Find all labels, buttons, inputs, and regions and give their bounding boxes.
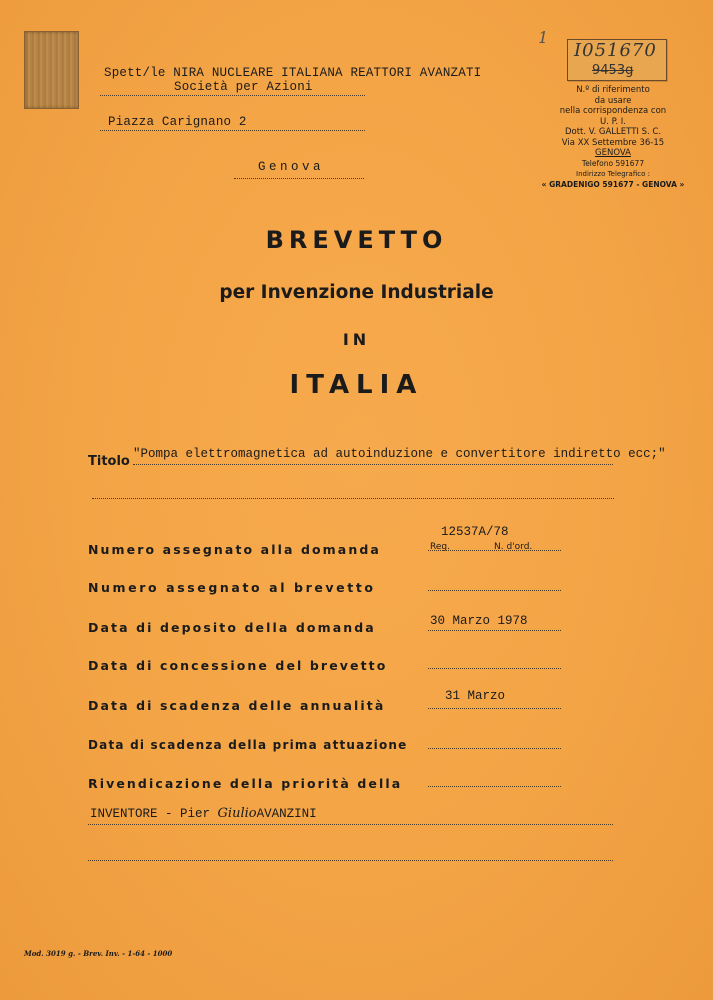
heading-title: BREVETTO bbox=[265, 226, 448, 254]
label-data-scadenza-annualita: Data di scadenza delle annualità bbox=[88, 698, 386, 713]
addressee-underline bbox=[100, 95, 365, 96]
titolo-value: "Pompa elettromagnetica ad autoinduzione e convertitore indiretto ecc;" bbox=[133, 447, 666, 461]
label-data-concessione: Data di concessione del brevetto bbox=[88, 658, 388, 673]
inventore-surname: AVANZINI bbox=[256, 807, 317, 821]
reference-box bbox=[538, 85, 688, 190]
label-data-deposito: Data di deposito della domanda bbox=[88, 620, 376, 635]
ref-line: nella corrispondenza con bbox=[559, 106, 667, 116]
ref-line: N.º di riferimento bbox=[576, 85, 650, 95]
value-data-deposito: 30 Marzo 1978 bbox=[430, 614, 528, 628]
heading-subtitle: per Invenzione Industriale bbox=[219, 282, 494, 303]
city-underline bbox=[234, 178, 364, 179]
ref-line: U. P. I. bbox=[599, 116, 627, 127]
titolo-underline-2 bbox=[92, 498, 614, 499]
inventore-handwritten-name: Giulio bbox=[217, 806, 257, 821]
underline-data-deposito bbox=[428, 630, 561, 631]
value-numero-domanda: 12537A/78 bbox=[441, 525, 509, 539]
label-rivendicazione: Rivendicazione della priorità della bbox=[88, 776, 403, 791]
ref-line: Dott. V. GALLETTI S. C. bbox=[564, 127, 662, 137]
addressee-line2: Società per Azioni bbox=[174, 80, 313, 94]
underline-data-scadenza-attuazione bbox=[428, 748, 561, 749]
crossed-number: 9453g bbox=[592, 63, 634, 78]
street-underline bbox=[100, 130, 365, 131]
ref-line: GENOVA bbox=[595, 148, 631, 158]
addressee-line1: Spett/le NIRA NUCLEARE ITALIANA REATTORI AVANZATI bbox=[104, 66, 482, 80]
label-data-scadenza-attuazione: Data di scadenza della prima attuazione bbox=[88, 738, 408, 752]
ref-line: Telefono 591677 bbox=[581, 158, 645, 168]
label-numero-brevetto: Numero assegnato al brevetto bbox=[88, 580, 376, 595]
inventore-prefix: INVENTORE - Pier bbox=[90, 807, 211, 821]
ref-line: Via XX Settembre 36-15 bbox=[561, 137, 665, 148]
value-data-scadenza-annualita: 31 Marzo bbox=[445, 689, 506, 703]
tape-strip bbox=[24, 31, 79, 109]
addressee-city: Genova bbox=[258, 160, 325, 174]
underline-data-concessione bbox=[428, 668, 561, 669]
ref-line: Indirizzo Telegrafico : bbox=[576, 170, 650, 178]
titolo-label: Titolo bbox=[88, 454, 130, 469]
label-reg: Reg. bbox=[430, 542, 450, 552]
addressee-street: Piazza Carignano 2 bbox=[108, 115, 247, 129]
stamp-number: I051670 bbox=[574, 40, 657, 61]
inventore-line bbox=[90, 806, 317, 821]
underline-numero-domanda bbox=[428, 550, 561, 551]
heading-country: ITALIA bbox=[289, 370, 424, 400]
page-mark: 1 bbox=[538, 28, 549, 47]
underline-inventore bbox=[88, 824, 613, 825]
underline-data-scadenza-annualita bbox=[428, 708, 561, 709]
underline-rivendicazione bbox=[428, 786, 561, 787]
label-numero-domanda: Numero assegnato alla domanda bbox=[88, 542, 381, 557]
titolo-underline bbox=[133, 464, 613, 465]
ref-line: da usare bbox=[594, 95, 632, 106]
underline-extra bbox=[88, 860, 613, 861]
label-nord: N. d'ord. bbox=[494, 542, 533, 552]
ref-line: « GRADENIGO 591677 - GENOVA » bbox=[541, 179, 685, 189]
form-code: Mod. 3019 g. - Brev. Inv. - 1-64 - 1000 bbox=[24, 949, 173, 958]
underline-numero-brevetto bbox=[428, 590, 561, 591]
heading-in: IN bbox=[342, 330, 371, 349]
